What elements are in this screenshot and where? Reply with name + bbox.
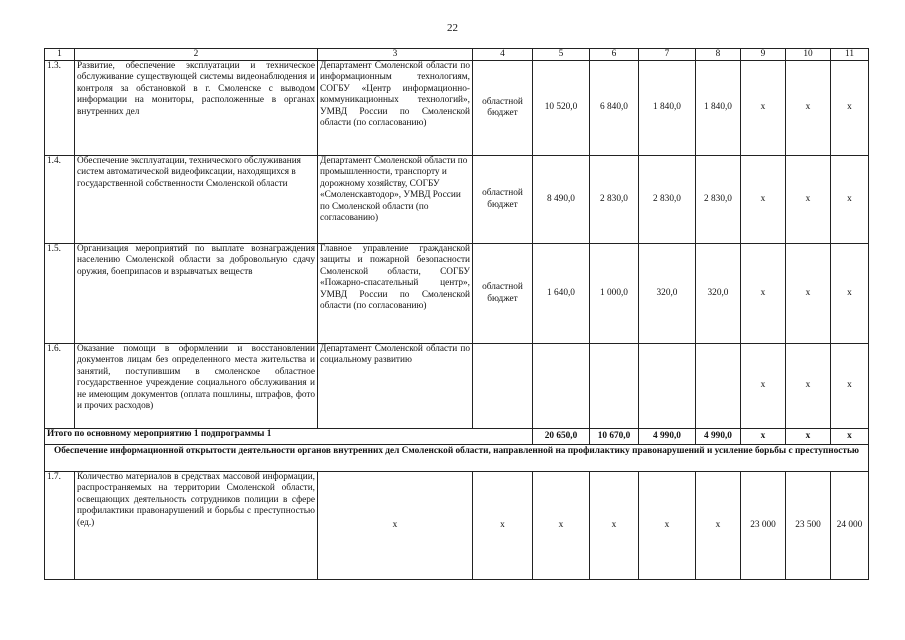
table-row: [45, 244, 869, 344]
column-header: 8: [696, 49, 741, 61]
column-header: 10: [786, 49, 831, 61]
year-amount: x: [639, 472, 696, 580]
year-amount: 6 840,0: [590, 61, 639, 156]
column-header: 2: [75, 49, 318, 61]
indicator-value: x: [831, 156, 869, 244]
funding-source: [473, 344, 533, 429]
indicator-value: x: [786, 156, 831, 244]
measure-description: Оказание помощи в оформлении и восстановлении документов лицам без определенного места жительства и занятий, поступившим в смоленское областное государственное учреждение социального обслуживания и не имеющим документов (оплата пошлины, штрафов, фото и прочих расходов): [75, 344, 318, 429]
column-header: 4: [473, 49, 533, 61]
year-amount: 2 830,0: [639, 156, 696, 244]
executor: Департамент Смоленской области по информационным технологиям, СОГБУ «Центр информационно-коммуникационных технологий», УМВД России по Смоленской области (по согласованию): [318, 61, 473, 156]
total-amount: [533, 344, 590, 429]
table-row: [45, 61, 869, 156]
table-row: [45, 344, 869, 429]
column-header: 9: [741, 49, 786, 61]
total-amount: 8 490,0: [533, 156, 590, 244]
column-header: 5: [533, 49, 590, 61]
indicator-value: x: [741, 429, 786, 445]
indicator-value: 23 500: [786, 472, 831, 580]
year-amount: 4 990,0: [696, 429, 741, 445]
year-amount: x: [696, 472, 741, 580]
row-number: 1.7.: [45, 472, 75, 580]
year-amount: [696, 344, 741, 429]
year-amount: 320,0: [639, 244, 696, 344]
year-amount: 320,0: [696, 244, 741, 344]
section-header-row: [45, 445, 869, 472]
indicator-value: x: [786, 344, 831, 429]
indicator-value: x: [741, 244, 786, 344]
row-number: 1.6.: [45, 344, 75, 429]
year-amount: 1 840,0: [639, 61, 696, 156]
year-amount: 1 000,0: [590, 244, 639, 344]
column-header: 6: [590, 49, 639, 61]
year-amount: 1 840,0: [696, 61, 741, 156]
total-amount: 1 640,0: [533, 244, 590, 344]
measure-description: Развитие, обеспечение эксплуатации и техническое обслуживание существующей системы видеонаблюдения и контроля за обстановкой в г. Смоленске с выводом информации на мониторы, расположенные в органах внутренних дел: [75, 61, 318, 156]
indicator-value: 24 000: [831, 472, 869, 580]
funding-source: областной бюджет: [473, 156, 533, 244]
indicator-value: x: [831, 244, 869, 344]
total-row: [45, 429, 869, 445]
measure-description: Организация мероприятий по выплате вознаграждения населению Смоленской области за добровольную сдачу оружия, боеприпасов и взрывчатых веществ: [75, 244, 318, 344]
funding-source: x: [473, 472, 533, 580]
indicator-value: x: [741, 61, 786, 156]
total-label: Итого по основному мероприятию 1 подпрограммы 1: [45, 429, 533, 445]
column-header: 7: [639, 49, 696, 61]
measure-description: Обеспечение эксплуатации, технического обслуживания систем автоматической видеофиксации, находящихся в государственной собственности Смоленской области: [75, 156, 318, 244]
total-amount: 20 650,0: [533, 429, 590, 445]
table-row: [45, 472, 869, 580]
executor: Главное управление гражданской защиты и пожарной безопасности Смоленской области, СОГБУ «Пожарно-спасательный центр», УМВД России по Смоленской области (по согласованию): [318, 244, 473, 344]
year-amount: 4 990,0: [639, 429, 696, 445]
row-number: 1.4.: [45, 156, 75, 244]
indicator-value: x: [831, 61, 869, 156]
year-amount: [639, 344, 696, 429]
table-row: [45, 156, 869, 244]
total-amount: 10 520,0: [533, 61, 590, 156]
indicator-value: x: [741, 156, 786, 244]
year-amount: [590, 344, 639, 429]
indicator-value: x: [831, 429, 869, 445]
year-amount: 2 830,0: [590, 156, 639, 244]
page-number: 22: [447, 22, 458, 34]
section-title: Обеспечение информационной открытости деятельности органов внутренних дел Смоленской области, направленной на профилактику правонарушений и усиление борьбы с преступностью: [45, 445, 869, 472]
measure-description: Количество материалов в средствах массовой информации, распространяемых на территории Смоленской области, освещающих деятельность сотрудников полиции в сфере профилактики правонарушений и борьбы с преступностью (ед.): [75, 472, 318, 580]
row-number: 1.3.: [45, 61, 75, 156]
executor: Департамент Смоленской области по промышленности, транспорту и дорожному хозяйству, СОГБУ «Смоленскавтодор», УМВД России по Смоленской области (по согласованию): [318, 156, 473, 244]
row-number: 1.5.: [45, 244, 75, 344]
indicator-value: x: [831, 344, 869, 429]
column-header: 11: [831, 49, 869, 61]
executor: x: [318, 472, 473, 580]
indicator-value: x: [741, 344, 786, 429]
program-table: [44, 48, 869, 580]
total-amount: x: [533, 472, 590, 580]
year-amount: x: [590, 472, 639, 580]
indicator-value: x: [786, 61, 831, 156]
indicator-value: x: [786, 429, 831, 445]
column-header: 1: [45, 49, 75, 61]
indicator-value: x: [786, 244, 831, 344]
funding-source: областной бюджет: [473, 61, 533, 156]
year-amount: 10 670,0: [590, 429, 639, 445]
funding-source: областной бюджет: [473, 244, 533, 344]
column-header: 3: [318, 49, 473, 61]
header-row: [45, 49, 869, 61]
indicator-value: 23 000: [741, 472, 786, 580]
executor: Департамент Смоленской области по социальному развитию: [318, 344, 473, 429]
year-amount: 2 830,0: [696, 156, 741, 244]
